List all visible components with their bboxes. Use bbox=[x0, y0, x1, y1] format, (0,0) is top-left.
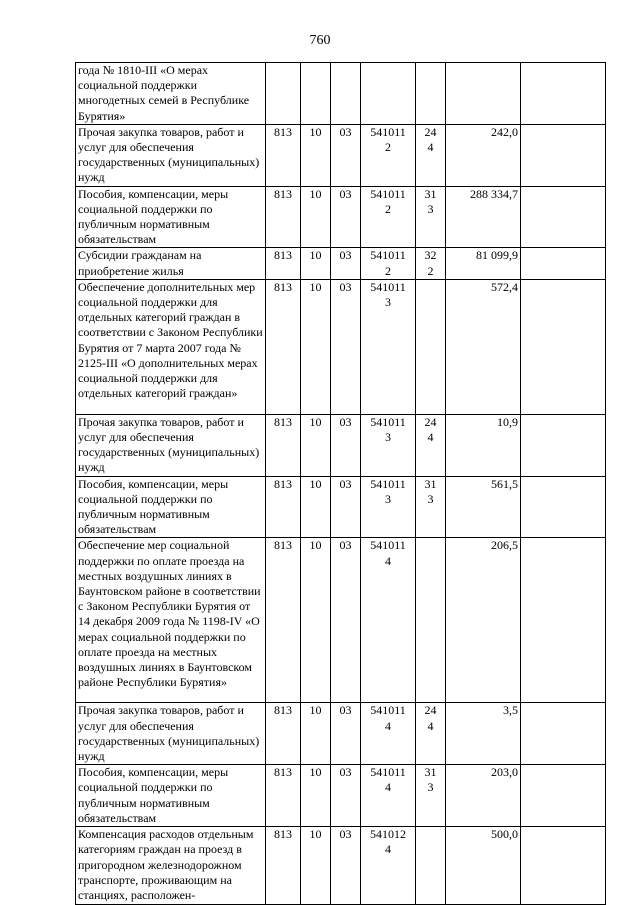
section-code-cell bbox=[301, 63, 331, 125]
expense-type-cell bbox=[416, 765, 446, 827]
section-code-text: 10 bbox=[309, 703, 322, 718]
section-code-text: 10 bbox=[309, 827, 322, 842]
section-code-cell bbox=[301, 827, 331, 905]
admin-code-cell bbox=[266, 765, 301, 827]
admin-code-text: 813 bbox=[274, 765, 292, 780]
page-number: 760 bbox=[309, 33, 331, 48]
item-name-cell bbox=[76, 279, 266, 414]
section-code-cell bbox=[301, 248, 331, 279]
empty-cell bbox=[521, 538, 606, 703]
section-code-text: 10 bbox=[309, 248, 322, 263]
amount-text: 242,0 bbox=[491, 124, 518, 139]
section-code-text: 10 bbox=[309, 538, 322, 553]
item-name-cell bbox=[76, 827, 266, 905]
amount-cell bbox=[446, 279, 521, 414]
empty-cell bbox=[521, 414, 606, 476]
item-name-cell bbox=[76, 186, 266, 248]
item-name-cell bbox=[76, 63, 266, 125]
section-code-cell bbox=[301, 538, 331, 703]
empty-cell bbox=[521, 186, 606, 248]
item-name-text: Пособия, компенсации, меры социальной поддержки по публичным нормативным обязательствам bbox=[78, 186, 229, 247]
admin-code-text: 813 bbox=[274, 124, 292, 139]
expense-type-cell bbox=[416, 248, 446, 279]
section-code-text: 10 bbox=[309, 186, 322, 201]
expense-type-cell bbox=[416, 827, 446, 905]
table-row bbox=[76, 279, 606, 414]
table-row bbox=[76, 827, 606, 905]
expense-type-text: 31 3 bbox=[424, 765, 437, 795]
amount-cell bbox=[446, 63, 521, 125]
expense-type-cell bbox=[416, 63, 446, 125]
item-name-cell bbox=[76, 414, 266, 476]
subsection-code-text: 03 bbox=[339, 248, 352, 263]
admin-code-text: 813 bbox=[274, 414, 292, 429]
target-article-text: 541012 4 bbox=[370, 827, 406, 857]
table-row bbox=[76, 765, 606, 827]
empty-cell bbox=[521, 124, 606, 186]
section-code-cell bbox=[301, 703, 331, 765]
section-code-text: 10 bbox=[309, 279, 322, 294]
table-row bbox=[76, 186, 606, 248]
item-name-cell bbox=[76, 538, 266, 703]
table-row bbox=[76, 538, 606, 703]
amount-text: 81 099,9 bbox=[476, 248, 518, 263]
subsection-code-text: 03 bbox=[339, 124, 352, 139]
admin-code-text: 813 bbox=[274, 827, 292, 842]
amount-cell bbox=[446, 124, 521, 186]
admin-code-cell bbox=[266, 703, 301, 765]
admin-code-text: 813 bbox=[274, 248, 292, 263]
section-code-text: 10 bbox=[309, 124, 322, 139]
admin-code-cell bbox=[266, 414, 301, 476]
section-code-cell bbox=[301, 186, 331, 248]
subsection-code-cell bbox=[331, 279, 361, 414]
amount-cell bbox=[446, 248, 521, 279]
section-code-cell bbox=[301, 124, 331, 186]
target-article-cell bbox=[361, 414, 416, 476]
item-name-text: года № 1810-III «О мерах социальной поддержки многодетных семей в Республике Бурятия» bbox=[78, 63, 250, 123]
item-name-cell bbox=[76, 124, 266, 186]
empty-cell bbox=[521, 248, 606, 279]
expense-type-cell bbox=[416, 476, 446, 538]
admin-code-cell bbox=[266, 63, 301, 125]
admin-code-cell bbox=[266, 186, 301, 248]
item-name-text: Прочая закупка товаров, работ и услуг для обеспечения государственных (муниципальных) нужд bbox=[78, 703, 260, 764]
target-article-cell bbox=[361, 63, 416, 125]
admin-code-cell bbox=[266, 827, 301, 905]
amount-cell bbox=[446, 827, 521, 905]
section-code-cell bbox=[301, 279, 331, 414]
amount-text: 561,5 bbox=[491, 476, 518, 491]
admin-code-cell bbox=[266, 279, 301, 414]
subsection-code-cell bbox=[331, 765, 361, 827]
subsection-code-cell bbox=[331, 186, 361, 248]
item-name-text: Компенсация расходов отдельным категориям граждан на проезд в пригородном железнодорожном транспорте, проживающим на станциях, расположен- bbox=[78, 827, 254, 902]
empty-cell bbox=[521, 827, 606, 905]
table-row bbox=[76, 476, 606, 538]
amount-cell bbox=[446, 476, 521, 538]
subsection-code-text: 03 bbox=[339, 279, 352, 294]
section-code-cell bbox=[301, 476, 331, 538]
section-code-text: 10 bbox=[309, 414, 322, 429]
empty-cell bbox=[521, 476, 606, 538]
item-name-cell bbox=[76, 765, 266, 827]
subsection-code-text: 03 bbox=[339, 414, 352, 429]
subsection-code-cell bbox=[331, 63, 361, 125]
subsection-code-cell bbox=[331, 248, 361, 279]
target-article-text: 541011 3 bbox=[370, 279, 406, 310]
expense-type-text: 31 3 bbox=[424, 476, 437, 506]
admin-code-text: 813 bbox=[274, 186, 292, 201]
item-name-cell bbox=[76, 476, 266, 538]
empty-cell bbox=[521, 765, 606, 827]
admin-code-cell bbox=[266, 248, 301, 279]
amount-text: 10,9 bbox=[497, 414, 518, 429]
subsection-code-cell bbox=[331, 827, 361, 905]
subsection-code-cell bbox=[331, 124, 361, 186]
item-name-text: Субсидии гражданам на приобретение жилья bbox=[78, 248, 202, 278]
subsection-code-cell bbox=[331, 476, 361, 538]
table-row bbox=[76, 703, 606, 765]
expense-type-text: 32 2 bbox=[424, 248, 437, 278]
admin-code-cell bbox=[266, 538, 301, 703]
subsection-code-cell bbox=[331, 538, 361, 703]
item-name-text: Пособия, компенсации, меры социальной поддержки по публичным нормативным обязательствам bbox=[78, 476, 229, 537]
admin-code-text: 813 bbox=[274, 703, 292, 718]
expense-type-cell bbox=[416, 186, 446, 248]
target-article-text: 541011 2 bbox=[370, 186, 406, 216]
admin-code-text: 813 bbox=[274, 279, 292, 294]
table-row bbox=[76, 414, 606, 476]
expense-type-cell bbox=[416, 279, 446, 414]
item-name-text: Обеспечение дополнительных мер социальной поддержки для отдельных категорий граждан в соответствии с Законом Республики Бурятия от 7 марта 2007 года № 2125-III «О дополнительных мерах социальной поддержки для отдельных категорий граждан» bbox=[78, 279, 263, 401]
expense-type-text: 24 4 bbox=[424, 414, 437, 445]
target-article-cell bbox=[361, 248, 416, 279]
budget-table-body bbox=[76, 63, 606, 905]
amount-text: 206,5 bbox=[491, 538, 518, 553]
expense-type-text: 24 4 bbox=[424, 703, 437, 733]
expense-type-text: 31 3 bbox=[424, 186, 437, 216]
section-code-cell bbox=[301, 414, 331, 476]
expense-type-cell bbox=[416, 124, 446, 186]
table-row bbox=[76, 124, 606, 186]
subsection-code-text: 03 bbox=[339, 703, 352, 718]
amount-cell bbox=[446, 538, 521, 703]
target-article-cell bbox=[361, 279, 416, 414]
expense-type-cell bbox=[416, 538, 446, 703]
target-article-text: 541011 3 bbox=[370, 414, 406, 445]
item-name-cell bbox=[76, 248, 266, 279]
item-name-text: Прочая закупка товаров, работ и услуг для обеспечения государственных (муниципальных) нужд bbox=[78, 414, 260, 475]
amount-cell bbox=[446, 414, 521, 476]
subsection-code-text: 03 bbox=[339, 765, 352, 780]
subsection-code-text: 03 bbox=[339, 827, 352, 842]
expense-type-text: 24 4 bbox=[424, 124, 437, 155]
target-article-cell bbox=[361, 124, 416, 186]
section-code-cell bbox=[301, 765, 331, 827]
subsection-code-text: 03 bbox=[339, 476, 352, 491]
subsection-code-cell bbox=[331, 703, 361, 765]
amount-text: 500,0 bbox=[491, 827, 518, 842]
amount-cell bbox=[446, 765, 521, 827]
amount-text: 3,5 bbox=[503, 703, 518, 718]
target-article-text: 541011 3 bbox=[370, 476, 406, 506]
amount-text: 203,0 bbox=[491, 765, 518, 780]
table-row bbox=[76, 248, 606, 279]
item-name-text: Обеспечение мер социальной поддержки по оплате проезда на местных воздушных линиях в Баунтовском районе в соответствии с Законом Республики Бурятия от 14 декабря 2009 года № 1198-IV «О мерах социальной поддержки по оплате проезда на местных воздушных линиях в Баунтовском районе Республики Бурятия» bbox=[78, 538, 261, 690]
target-article-cell bbox=[361, 538, 416, 703]
subsection-code-cell bbox=[331, 414, 361, 476]
item-name-cell bbox=[76, 703, 266, 765]
target-article-cell bbox=[361, 765, 416, 827]
subsection-code-text: 03 bbox=[339, 538, 352, 553]
target-article-cell bbox=[361, 703, 416, 765]
target-article-text: 541011 4 bbox=[370, 538, 406, 568]
amount-text: 288 334,7 bbox=[470, 186, 518, 201]
amount-cell bbox=[446, 703, 521, 765]
target-article-text: 541011 4 bbox=[370, 765, 406, 795]
amount-text: 572,4 bbox=[491, 279, 518, 294]
amount-cell bbox=[446, 186, 521, 248]
admin-code-cell bbox=[266, 476, 301, 538]
subsection-code-text: 03 bbox=[339, 186, 352, 201]
empty-cell bbox=[521, 63, 606, 125]
admin-code-cell bbox=[266, 124, 301, 186]
empty-cell bbox=[521, 279, 606, 414]
expense-type-cell bbox=[416, 703, 446, 765]
budget-table bbox=[75, 62, 606, 905]
section-code-text: 10 bbox=[309, 476, 322, 491]
target-article-text: 541011 2 bbox=[370, 124, 406, 155]
target-article-cell bbox=[361, 186, 416, 248]
section-code-text: 10 bbox=[309, 765, 322, 780]
target-article-cell bbox=[361, 476, 416, 538]
item-name-text: Прочая закупка товаров, работ и услуг для обеспечения государственных (муниципальных) нужд bbox=[78, 124, 260, 185]
empty-cell bbox=[521, 703, 606, 765]
expense-type-cell bbox=[416, 414, 446, 476]
target-article-text: 541011 2 bbox=[370, 248, 406, 278]
table-row bbox=[76, 63, 606, 125]
admin-code-text: 813 bbox=[274, 538, 292, 553]
admin-code-text: 813 bbox=[274, 476, 292, 491]
target-article-text: 541011 4 bbox=[370, 703, 406, 733]
item-name-text: Пособия, компенсации, меры социальной поддержки по публичным нормативным обязательствам bbox=[78, 765, 229, 825]
target-article-cell bbox=[361, 827, 416, 905]
